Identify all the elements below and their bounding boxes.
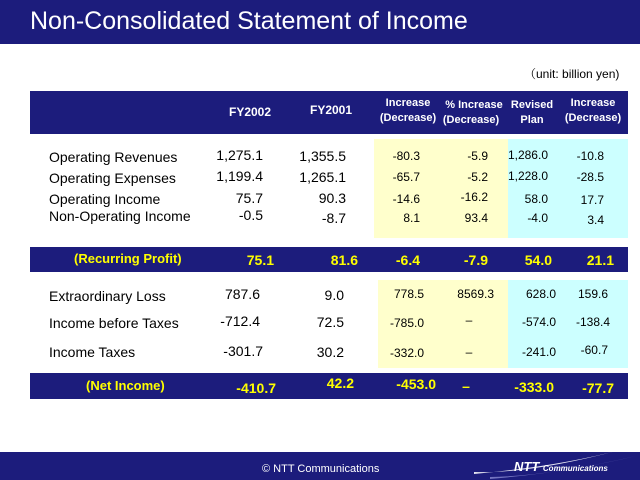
- row-label: Operating Income: [49, 191, 161, 207]
- cell-increase: -453.0: [396, 376, 436, 392]
- row-label: Non-Operating Income: [49, 208, 191, 224]
- cell-plan-inc: -77.7: [582, 380, 614, 396]
- row-label: Extraordinary Loss: [49, 288, 166, 304]
- header-plan-inc-1: Increase: [570, 97, 616, 109]
- cell-fy2001: 9.0: [324, 287, 344, 303]
- cell-fy2001: 81.6: [330, 252, 358, 268]
- cell-increase: -785.0: [389, 316, 424, 330]
- header-pct-2: (Decrease): [442, 114, 500, 126]
- row-label: Income before Taxes: [49, 315, 179, 331]
- cell-plan-inc: -138.4: [575, 315, 610, 329]
- cell-plan-inc: -60.7: [580, 343, 608, 357]
- cell-plan: 58.0: [524, 192, 548, 206]
- cell-plan-inc: 159.6: [577, 287, 608, 301]
- cell-fy2002: 75.1: [246, 252, 274, 268]
- cell-plan: 628.0: [525, 287, 556, 301]
- table-row-recurring-profit: [30, 247, 628, 272]
- logo-main: NTT: [514, 459, 540, 474]
- cell-increase: -14.6: [392, 192, 420, 206]
- copyright-text: © NTT Communications: [262, 463, 380, 475]
- header-increase-1: Increase: [385, 97, 431, 109]
- row-label: Income Taxes: [49, 344, 136, 360]
- cell-increase: -65.7: [392, 170, 420, 184]
- cell-fy2002: 787.6: [224, 286, 260, 302]
- cell-plan-inc: -28.5: [576, 170, 604, 184]
- logo-sub: Communications: [542, 464, 608, 473]
- cell-increase: -6.4: [395, 252, 420, 268]
- cell-fy2002: 1,199.4: [216, 168, 263, 184]
- row-label: Operating Revenues: [49, 149, 178, 165]
- cell-plan: 1,228.0: [507, 169, 548, 183]
- header-fy2001: FY2001: [309, 103, 353, 117]
- row-label: (Recurring Profit): [74, 251, 182, 266]
- cell-fy2001: 30.2: [316, 344, 344, 360]
- cell-plan: -333.0: [514, 379, 554, 395]
- table-row-net-income: [30, 373, 628, 399]
- ntt-logo: [514, 459, 608, 474]
- cell-plan-inc: 17.7: [580, 193, 604, 207]
- cell-increase: 778.5: [393, 287, 424, 301]
- cell-pct: -5.9: [467, 149, 488, 163]
- cell-fy2001: 42.2: [326, 375, 354, 391]
- row-label: Operating Expenses: [49, 170, 176, 186]
- cell-pct: 93.4: [464, 211, 488, 225]
- cell-increase: 8.1: [403, 211, 420, 225]
- cell-plan: -4.0: [527, 211, 548, 225]
- header-pct-1: % Increase: [445, 99, 503, 111]
- cell-fy2002: -712.4: [220, 313, 260, 329]
- cell-plan: -574.0: [521, 315, 556, 329]
- cell-plan: -241.0: [521, 345, 556, 359]
- cell-plan-inc: 21.1: [586, 252, 614, 268]
- header-fy2002: FY2002: [228, 105, 272, 119]
- cell-plan: 1,286.0: [507, 148, 548, 162]
- cell-fy2002: 1,275.1: [216, 147, 263, 163]
- cell-fy2002: -0.5: [238, 207, 263, 223]
- row-label: (Net Income): [86, 378, 165, 393]
- cell-plan: 54.0: [524, 252, 552, 268]
- cell-pct: -5.2: [467, 170, 488, 184]
- cell-pct: –: [462, 378, 470, 394]
- cell-fy2002: -301.7: [223, 343, 263, 359]
- cell-increase: -80.3: [392, 149, 420, 163]
- title-bar: [0, 0, 640, 44]
- page-title: Non-Consolidated Statement of Income: [30, 7, 468, 35]
- cell-pct: -16.2: [460, 190, 488, 204]
- header-increase-2: (Decrease): [379, 112, 437, 124]
- header-plan-inc-2: (Decrease): [564, 112, 622, 124]
- cell-plan-inc: -10.8: [576, 149, 604, 163]
- cell-fy2001: 90.3: [318, 190, 346, 206]
- cell-pct: –: [465, 313, 473, 327]
- unit-note: （unit: billion yen): [524, 67, 620, 81]
- cell-fy2001: 1,265.1: [299, 169, 346, 185]
- table-header: [30, 91, 628, 134]
- header-plan-1: Revised: [510, 99, 554, 111]
- cell-fy2001: 1,355.5: [299, 148, 346, 164]
- cell-fy2002: 75.7: [235, 190, 263, 206]
- header-plan-2: Plan: [520, 114, 544, 126]
- cell-pct: 8569.3: [457, 287, 494, 301]
- cell-fy2001: -8.7: [321, 210, 346, 226]
- cell-increase: -332.0: [389, 346, 424, 360]
- cell-pct: –: [465, 345, 473, 359]
- cell-fy2001: 72.5: [316, 314, 344, 330]
- cell-pct: -7.9: [463, 252, 488, 268]
- cell-fy2002: -410.7: [236, 380, 276, 396]
- cell-plan-inc: 3.4: [587, 213, 604, 227]
